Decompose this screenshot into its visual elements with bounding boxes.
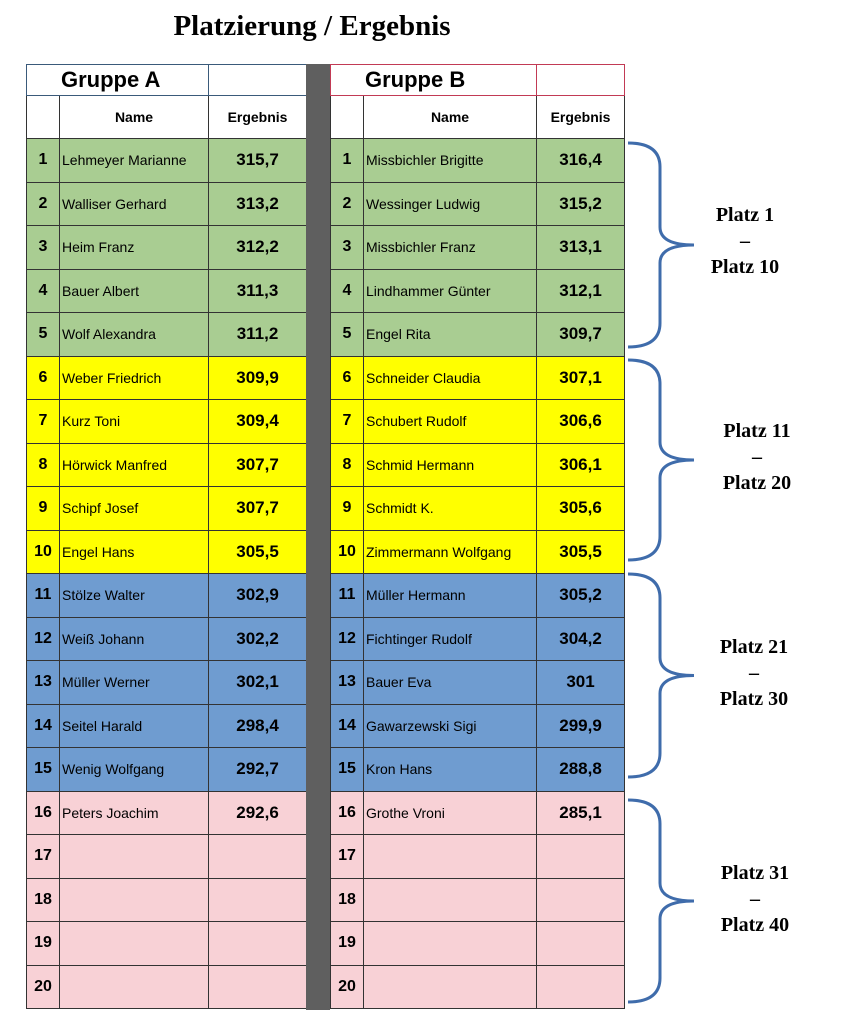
group-a-rank-cell: 8 — [27, 443, 60, 487]
table-row — [331, 617, 625, 661]
group-b-result-cell: 306,1 — [537, 443, 625, 487]
tier-brace-4 — [628, 800, 694, 1002]
group-b-result-cell: 307,1 — [537, 356, 625, 400]
tier-2-end: Platz 20 — [722, 472, 792, 494]
group-a-name-cell: Wolf Alexandra — [60, 313, 209, 357]
group-a-result-cell — [209, 835, 307, 879]
table-row — [27, 487, 307, 531]
group-a-rank-cell: 9 — [27, 487, 60, 531]
group-a-rank-cell: 20 — [27, 965, 60, 1009]
group-a-name-cell: Wenig Wolfgang — [60, 748, 209, 792]
group-b-rank-cell: 20 — [331, 965, 364, 1009]
table-row — [27, 791, 307, 835]
group-b-result-cell: 305,5 — [537, 530, 625, 574]
table-row — [331, 748, 625, 792]
group-a-name-cell: Bauer Albert — [60, 269, 209, 313]
group-b-result-header: Ergebnis — [537, 96, 625, 139]
group-a-result-cell: 311,2 — [209, 313, 307, 357]
page-title: Platzierung / Ergebnis — [173, 10, 451, 42]
group-b-result-cell: 309,7 — [537, 313, 625, 357]
group-b-name-cell: Schmidt K. — [364, 487, 537, 531]
group-a-rank-cell: 16 — [27, 791, 60, 835]
group-b-rank-cell: 8 — [331, 443, 364, 487]
group-b-name-cell: Schneider Claudia — [364, 356, 537, 400]
group-b-result-cell: 285,1 — [537, 791, 625, 835]
tier-3-dash: – — [749, 662, 759, 684]
group-a-rank-cell: 1 — [27, 139, 60, 183]
table-row — [27, 661, 307, 705]
table-row — [331, 835, 625, 879]
group-b-result-cell: 305,6 — [537, 487, 625, 531]
group-b-name-cell — [364, 835, 537, 879]
group-b-rank-cell: 4 — [331, 269, 364, 313]
group-b-name-cell: Müller Hermann — [364, 574, 537, 618]
group-b-rank-cell: 3 — [331, 226, 364, 270]
group-b-name-cell: Gawarzewski Sigi — [364, 704, 537, 748]
group-b-name-cell: Missbichler Brigitte — [364, 139, 537, 183]
group-a-result-cell: 302,9 — [209, 574, 307, 618]
group-a-name-cell: Hörwick Manfred — [60, 443, 209, 487]
table-row — [331, 487, 625, 531]
group-a-name-cell: Weber Friedrich — [60, 356, 209, 400]
table-row — [331, 965, 625, 1009]
group-b-name-cell: Wessinger Ludwig — [364, 182, 537, 226]
group-separator — [306, 64, 330, 1010]
group-a-result-cell: 307,7 — [209, 443, 307, 487]
group-b-name-cell — [364, 878, 537, 922]
group-a-result-cell: 302,1 — [209, 661, 307, 705]
group-b-result-cell: 304,2 — [537, 617, 625, 661]
table-row — [27, 878, 307, 922]
table-row — [27, 574, 307, 618]
group-b-rank-cell: 17 — [331, 835, 364, 879]
tier-2-dash: – — [752, 446, 762, 468]
table-row — [331, 226, 625, 270]
group-b-rank-cell: 19 — [331, 922, 364, 966]
table-row — [27, 748, 307, 792]
group-b-name-cell: Engel Rita — [364, 313, 537, 357]
tier-label-1 — [690, 202, 800, 280]
group-a-rank-cell: 10 — [27, 530, 60, 574]
group-a-result-cell: 313,2 — [209, 182, 307, 226]
group-a-name-cell: Kurz Toni — [60, 400, 209, 444]
group-a-result-cell: 302,2 — [209, 617, 307, 661]
group-b-rank-cell: 1 — [331, 139, 364, 183]
table-row — [27, 400, 307, 444]
group-b-rank-cell: 6 — [331, 356, 364, 400]
table-row — [331, 530, 625, 574]
group-a-name-cell: Lehmeyer Marianne — [60, 139, 209, 183]
group-b-name-cell: Missbichler Franz — [364, 226, 537, 270]
group-a-result-cell — [209, 965, 307, 1009]
group-b-name-header: Name — [364, 96, 537, 139]
group-a-rank-cell: 4 — [27, 269, 60, 313]
group-a-name-cell: Stölze Walter — [60, 574, 209, 618]
group-a-result-cell: 292,7 — [209, 748, 307, 792]
table-row — [27, 313, 307, 357]
tier-3-end: Platz 30 — [719, 688, 789, 710]
group-b-rank-cell: 9 — [331, 487, 364, 531]
group-a-rank-cell: 12 — [27, 617, 60, 661]
group-b-result-cell: 306,6 — [537, 400, 625, 444]
group-a-result-cell: 305,5 — [209, 530, 307, 574]
table-row — [331, 704, 625, 748]
group-a-name-header: Name — [60, 96, 209, 139]
group-b-result-cell: 305,2 — [537, 574, 625, 618]
group-a-result-cell: 292,6 — [209, 791, 307, 835]
group-b-name-cell: Kron Hans — [364, 748, 537, 792]
group-a-name-cell — [60, 965, 209, 1009]
group-a-rank-cell: 7 — [27, 400, 60, 444]
table-row — [27, 922, 307, 966]
group-a-rank-cell: 13 — [27, 661, 60, 705]
group-b-result-cell: 312,1 — [537, 269, 625, 313]
group-b-table — [330, 64, 625, 1009]
group-b-rank-cell: 2 — [331, 182, 364, 226]
tier-4-end: Platz 40 — [720, 914, 790, 936]
group-a-title: Gruppe A — [27, 65, 209, 96]
table-row — [331, 313, 625, 357]
tier-brace-3 — [628, 574, 694, 777]
table-row — [331, 182, 625, 226]
group-a-rank-cell: 2 — [27, 182, 60, 226]
tier-1-start: Platz 1 — [715, 204, 775, 226]
group-b-result-cell: 315,2 — [537, 182, 625, 226]
group-a-name-cell: Müller Werner — [60, 661, 209, 705]
group-b-rank-cell: 10 — [331, 530, 364, 574]
group-a-result-cell: 312,2 — [209, 226, 307, 270]
table-row — [331, 400, 625, 444]
table-row — [331, 443, 625, 487]
table-row — [27, 835, 307, 879]
group-b-name-cell: Fichtinger Rudolf — [364, 617, 537, 661]
group-a-result-cell: 309,4 — [209, 400, 307, 444]
group-a-name-cell: Weiß Johann — [60, 617, 209, 661]
table-row — [331, 791, 625, 835]
group-b-name-cell: Lindhammer Günter — [364, 269, 537, 313]
table-row — [27, 443, 307, 487]
table-row — [331, 878, 625, 922]
tier-brace-2 — [628, 360, 694, 560]
group-b-result-cell — [537, 878, 625, 922]
group-a-rank-cell: 5 — [27, 313, 60, 357]
group-a-rank-cell: 15 — [27, 748, 60, 792]
table-row — [331, 139, 625, 183]
group-a-rank-cell: 17 — [27, 835, 60, 879]
group-a-name-cell — [60, 878, 209, 922]
group-a-rank-cell: 6 — [27, 356, 60, 400]
group-a-rank-cell: 14 — [27, 704, 60, 748]
tier-4-dash: – — [750, 888, 760, 910]
group-b-rank-cell: 12 — [331, 617, 364, 661]
group-b-num-header — [331, 96, 364, 139]
table-row — [27, 226, 307, 270]
group-a-result-cell — [209, 878, 307, 922]
group-a-name-cell: Heim Franz — [60, 226, 209, 270]
group-a-name-cell: Schipf Josef — [60, 487, 209, 531]
group-a-name-cell — [60, 835, 209, 879]
group-b-rank-cell: 11 — [331, 574, 364, 618]
tier-label-2 — [702, 418, 812, 496]
group-b-result-cell — [537, 965, 625, 1009]
group-b-title: Gruppe B — [331, 65, 537, 96]
group-a-name-cell: Walliser Gerhard — [60, 182, 209, 226]
group-b-result-cell: 313,1 — [537, 226, 625, 270]
group-b-name-cell: Schubert Rudolf — [364, 400, 537, 444]
group-a-table — [26, 64, 307, 1009]
group-b-result-cell — [537, 835, 625, 879]
group-b-rank-cell: 18 — [331, 878, 364, 922]
group-b-rank-cell: 13 — [331, 661, 364, 705]
table-row — [331, 269, 625, 313]
group-b-result-cell: 301 — [537, 661, 625, 705]
group-b-result-cell — [537, 922, 625, 966]
table-row — [27, 617, 307, 661]
group-b-result-cell: 288,8 — [537, 748, 625, 792]
group-a-result-cell: 315,7 — [209, 139, 307, 183]
group-b-name-cell: Bauer Eva — [364, 661, 537, 705]
group-b-name-cell: Zimmermann Wolfgang — [364, 530, 537, 574]
group-a-name-cell: Peters Joachim — [60, 791, 209, 835]
table-row — [27, 530, 307, 574]
table-row — [27, 704, 307, 748]
group-a-name-cell — [60, 922, 209, 966]
group-a-rank-cell: 19 — [27, 922, 60, 966]
group-b-header-blank — [537, 65, 625, 96]
group-a-result-cell: 309,9 — [209, 356, 307, 400]
table-row — [27, 356, 307, 400]
group-b-rank-cell: 16 — [331, 791, 364, 835]
group-a-result-cell: 298,4 — [209, 704, 307, 748]
tier-label-4 — [700, 860, 810, 938]
tier-brace-1 — [628, 143, 694, 347]
group-a-name-cell: Engel Hans — [60, 530, 209, 574]
tier-1-end: Platz 10 — [710, 256, 780, 278]
group-b-result-cell: 299,9 — [537, 704, 625, 748]
table-row — [331, 922, 625, 966]
group-a-result-cell: 307,7 — [209, 487, 307, 531]
group-a-rank-cell: 11 — [27, 574, 60, 618]
table-row — [331, 356, 625, 400]
group-a-header-blank — [209, 65, 307, 96]
group-a-name-cell: Seitel Harald — [60, 704, 209, 748]
group-b-name-cell — [364, 922, 537, 966]
group-a-result-cell — [209, 922, 307, 966]
table-row — [331, 574, 625, 618]
table-row — [27, 182, 307, 226]
tier-4-start: Platz 31 — [720, 862, 790, 884]
tier-2-start: Platz 11 — [723, 420, 791, 442]
group-a-num-header — [27, 96, 60, 139]
tier-3-start: Platz 21 — [719, 636, 789, 658]
group-a-result-cell: 311,3 — [209, 269, 307, 313]
tier-label-3 — [699, 634, 809, 712]
group-b-rank-cell: 5 — [331, 313, 364, 357]
table-row — [27, 139, 307, 183]
group-b-name-cell — [364, 965, 537, 1009]
table-row — [331, 661, 625, 705]
group-a-rank-cell: 18 — [27, 878, 60, 922]
group-b-rank-cell: 15 — [331, 748, 364, 792]
table-row — [27, 965, 307, 1009]
group-b-rank-cell: 14 — [331, 704, 364, 748]
table-row — [27, 269, 307, 313]
group-b-name-cell: Schmid Hermann — [364, 443, 537, 487]
group-b-rank-cell: 7 — [331, 400, 364, 444]
group-a-result-header: Ergebnis — [209, 96, 307, 139]
group-b-name-cell: Grothe Vroni — [364, 791, 537, 835]
group-a-rank-cell: 3 — [27, 226, 60, 270]
tier-1-dash: – — [740, 230, 750, 252]
group-b-result-cell: 316,4 — [537, 139, 625, 183]
